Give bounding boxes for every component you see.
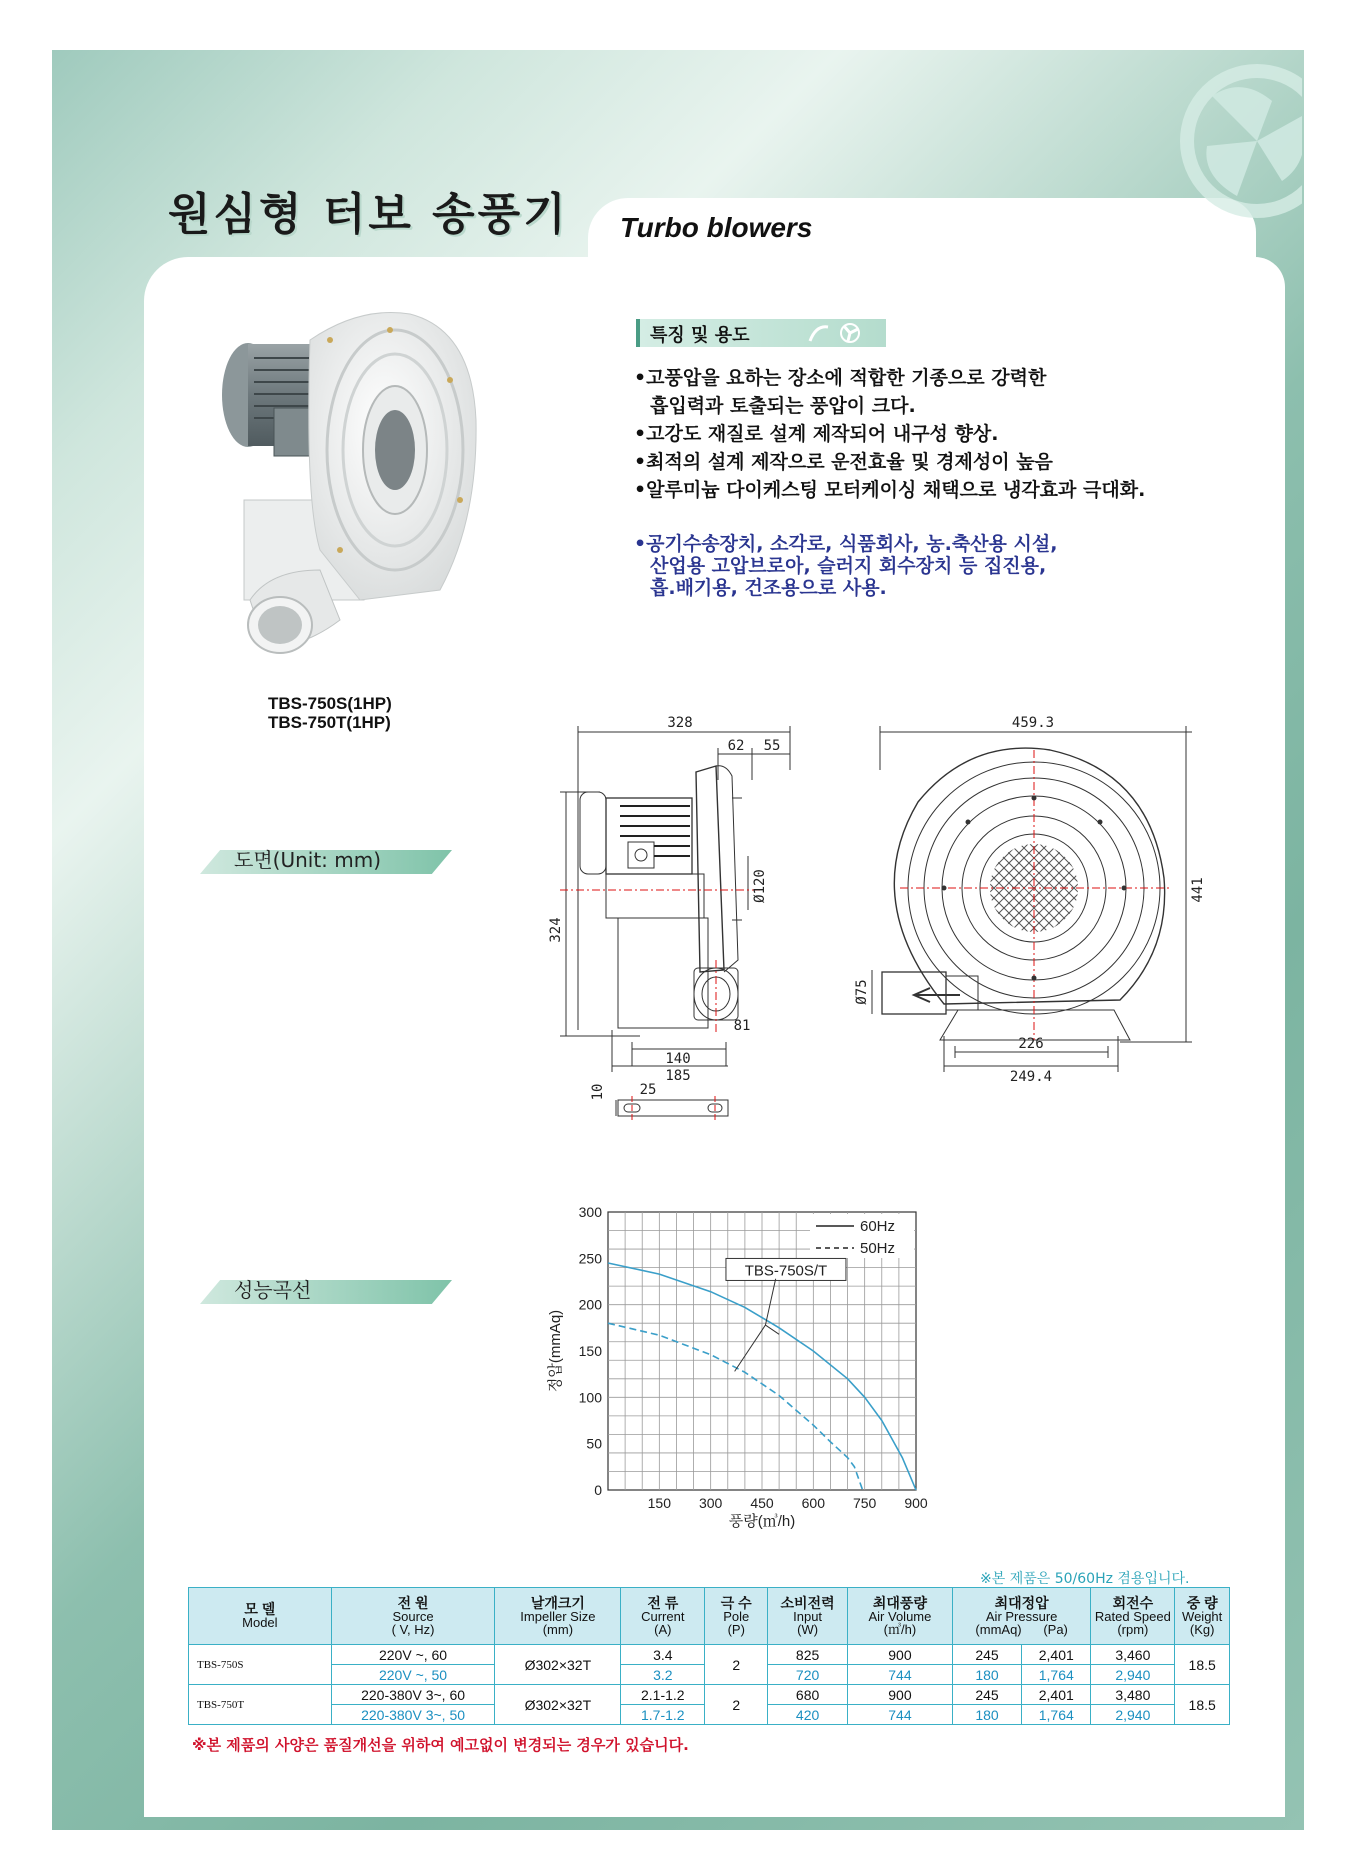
usage-item: •공기수송장치, 소각로, 식품회사, 농.축산용 시설, bbox=[634, 533, 1058, 555]
header-rated-speed: 회전수 Rated Speed (rpm) bbox=[1091, 1588, 1175, 1645]
cell-rpm: 3,460 bbox=[1091, 1645, 1175, 1665]
dim-label: 459.3 bbox=[1011, 715, 1055, 731]
cell-mmaq: 245 bbox=[952, 1645, 1021, 1665]
feature-item: •고풍압을 요하는 장소에 적합한 기종으로 강력한 bbox=[634, 367, 1047, 389]
chart-legend-entry: 50Hz bbox=[860, 1240, 896, 1257]
table-note-top: ※본 제품은 50/60Hz 겸용입니다. bbox=[980, 1571, 1190, 1587]
spec-table bbox=[188, 1587, 1230, 1725]
chart-y-tick: 200 bbox=[578, 1296, 602, 1313]
features-heading: 특징 및 용도 bbox=[650, 325, 750, 346]
model-label: TBS-750T(1HP) bbox=[268, 713, 391, 732]
dim-label: Ø75 bbox=[854, 979, 870, 1005]
chart-x-tick: 150 bbox=[647, 1495, 672, 1511]
chart-annotation: TBS-750S/T bbox=[744, 1262, 828, 1280]
feature-list bbox=[634, 364, 1145, 504]
chart-x-tick: 600 bbox=[801, 1495, 826, 1511]
cell-pa: 1,764 bbox=[1022, 1665, 1091, 1685]
header-model: 모 델 Model bbox=[189, 1588, 332, 1645]
cell-model: TBS-750T bbox=[189, 1685, 332, 1725]
cell-impeller: Ø302×32T bbox=[495, 1685, 621, 1725]
cell-air: 744 bbox=[847, 1665, 952, 1685]
cell-air: 900 bbox=[847, 1645, 952, 1665]
blower-product-image bbox=[210, 300, 480, 670]
cell-weight: 18.5 bbox=[1175, 1645, 1230, 1685]
header-source: 전 원 Source ( V, Hz) bbox=[331, 1588, 495, 1645]
cell-impeller: Ø302×32T bbox=[495, 1645, 621, 1685]
technical-drawing bbox=[520, 710, 1240, 1130]
chart-x-tick: 900 bbox=[904, 1495, 928, 1511]
cell-input: 825 bbox=[768, 1645, 848, 1665]
feature-item: •알루미늄 다이케스팅 모터케이싱 채택으로 냉각효과 극대화. bbox=[634, 479, 1146, 501]
table-header-row bbox=[189, 1588, 1230, 1645]
header-pole: 극 수 Pole (P) bbox=[705, 1588, 768, 1645]
dim-label: 140 bbox=[665, 1051, 691, 1067]
chart-y-tick: 150 bbox=[578, 1343, 602, 1359]
header-current: 전 류 Current (A) bbox=[621, 1588, 705, 1645]
cell-source: 220V ~, 50 bbox=[331, 1665, 495, 1685]
cell-mmaq: 245 bbox=[952, 1685, 1021, 1705]
page-title: 원심형 터보 송풍기 bbox=[168, 189, 569, 240]
dim-label: 25 bbox=[639, 1082, 657, 1098]
cell-source: 220-380V 3~, 50 bbox=[331, 1705, 495, 1725]
cell-mmaq: 180 bbox=[952, 1665, 1021, 1685]
cell-mmaq: 180 bbox=[952, 1705, 1021, 1725]
chart-x-tick: 750 bbox=[852, 1495, 877, 1511]
cell-source: 220-380V 3~, 60 bbox=[331, 1685, 495, 1705]
table-note-bottom: ※본 제품의 사양은 품질개선을 위하여 예고없이 변경되는 경우가 있습니다. bbox=[192, 1736, 689, 1754]
usage-item: 산업용 고압브로아, 슬러지 회수장치 등 집진용, bbox=[650, 555, 1047, 577]
cell-current: 3.2 bbox=[621, 1665, 705, 1685]
cell-rpm: 3,480 bbox=[1091, 1685, 1175, 1705]
cell-input: 420 bbox=[768, 1705, 848, 1725]
dim-label: 10 bbox=[590, 1083, 606, 1101]
chart-y-label: 정압(mmAq) bbox=[547, 1309, 564, 1393]
dim-label: 55 bbox=[763, 738, 781, 754]
fan-logo-icon bbox=[1152, 56, 1302, 226]
product-model-labels bbox=[268, 694, 392, 732]
section-curve bbox=[200, 1280, 452, 1304]
header-impeller: 날개크기 Impeller Size (mm) bbox=[495, 1588, 621, 1645]
chart-x-tick: 450 bbox=[750, 1495, 774, 1511]
dim-label: 441 bbox=[1190, 877, 1206, 903]
cell-rpm: 2,940 bbox=[1091, 1665, 1175, 1685]
cell-input: 680 bbox=[768, 1685, 848, 1705]
chart-x-tick: 300 bbox=[698, 1495, 723, 1511]
chart-x-label: 풍량(㎥/h) bbox=[728, 1513, 796, 1530]
page-subtitle: Turbo blowers bbox=[620, 212, 813, 243]
usage-item: 흡.배기용, 건조용으로 사용. bbox=[650, 577, 887, 599]
performance-curve-chart bbox=[520, 1190, 990, 1530]
chart-y-tick: 250 bbox=[578, 1250, 602, 1267]
cell-pole: 2 bbox=[705, 1645, 768, 1685]
cell-input: 720 bbox=[768, 1665, 848, 1685]
table-row bbox=[189, 1645, 1230, 1665]
section-drawing bbox=[200, 850, 452, 874]
cell-air: 900 bbox=[847, 1685, 952, 1705]
dim-label: 324 bbox=[548, 917, 564, 943]
dim-label: Ø120 bbox=[752, 869, 768, 903]
dim-label: 328 bbox=[667, 715, 693, 731]
cell-current: 1.7-1.2 bbox=[621, 1705, 705, 1725]
cell-rpm: 2,940 bbox=[1091, 1705, 1175, 1725]
dim-label: 249.4 bbox=[1009, 1069, 1053, 1085]
fan-mini-icon bbox=[802, 321, 882, 345]
cell-weight: 18.5 bbox=[1175, 1685, 1230, 1725]
dim-label: 185 bbox=[665, 1068, 691, 1084]
cell-pole: 2 bbox=[705, 1685, 768, 1725]
header-air-volume: 최대풍량 Air Volume (㎥/h) bbox=[847, 1588, 952, 1645]
feature-item: 흡입력과 토출되는 풍압이 크다. bbox=[650, 395, 916, 417]
cell-pa: 1,764 bbox=[1022, 1705, 1091, 1725]
chart-legend-entry: 60Hz bbox=[860, 1218, 896, 1235]
header-air-pressure: 최대정압 Air Pressure (mmAq) (Pa) bbox=[952, 1588, 1091, 1645]
chart-y-tick: 300 bbox=[578, 1204, 602, 1220]
chart-y-tick: 50 bbox=[586, 1435, 602, 1452]
dim-label: 226 bbox=[1018, 1036, 1044, 1052]
cell-pa: 2,401 bbox=[1022, 1685, 1091, 1705]
cell-source: 220V ~, 60 bbox=[331, 1645, 495, 1665]
feature-item: •고강도 재질로 설계 제작되어 내구성 향상. bbox=[634, 423, 999, 445]
chart-y-tick: 0 bbox=[594, 1482, 602, 1498]
cell-current: 3.4 bbox=[621, 1645, 705, 1665]
section-drawing-label: 도면(Unit: mm) bbox=[234, 848, 382, 872]
model-label: TBS-750S(1HP) bbox=[268, 694, 392, 713]
header-input: 소비전력 Input (W) bbox=[768, 1588, 848, 1645]
features-heading-tag bbox=[636, 319, 886, 347]
chart-y-tick: 100 bbox=[578, 1389, 602, 1406]
header-weight: 중 량 Weight (Kg) bbox=[1175, 1588, 1230, 1645]
cell-air: 744 bbox=[847, 1705, 952, 1725]
feature-item: •최적의 설계 제작으로 운전효율 및 경제성이 높음 bbox=[634, 451, 1053, 473]
usage-list bbox=[634, 533, 1057, 599]
cell-pa: 2,401 bbox=[1022, 1645, 1091, 1665]
cell-current: 2.1-1.2 bbox=[621, 1685, 705, 1705]
dim-label: 62 bbox=[727, 738, 745, 754]
section-curve-label: 성능곡선 bbox=[234, 1278, 312, 1302]
table-row bbox=[189, 1685, 1230, 1705]
dim-label: 81 bbox=[733, 1018, 751, 1034]
cell-model: TBS-750S bbox=[189, 1645, 332, 1685]
